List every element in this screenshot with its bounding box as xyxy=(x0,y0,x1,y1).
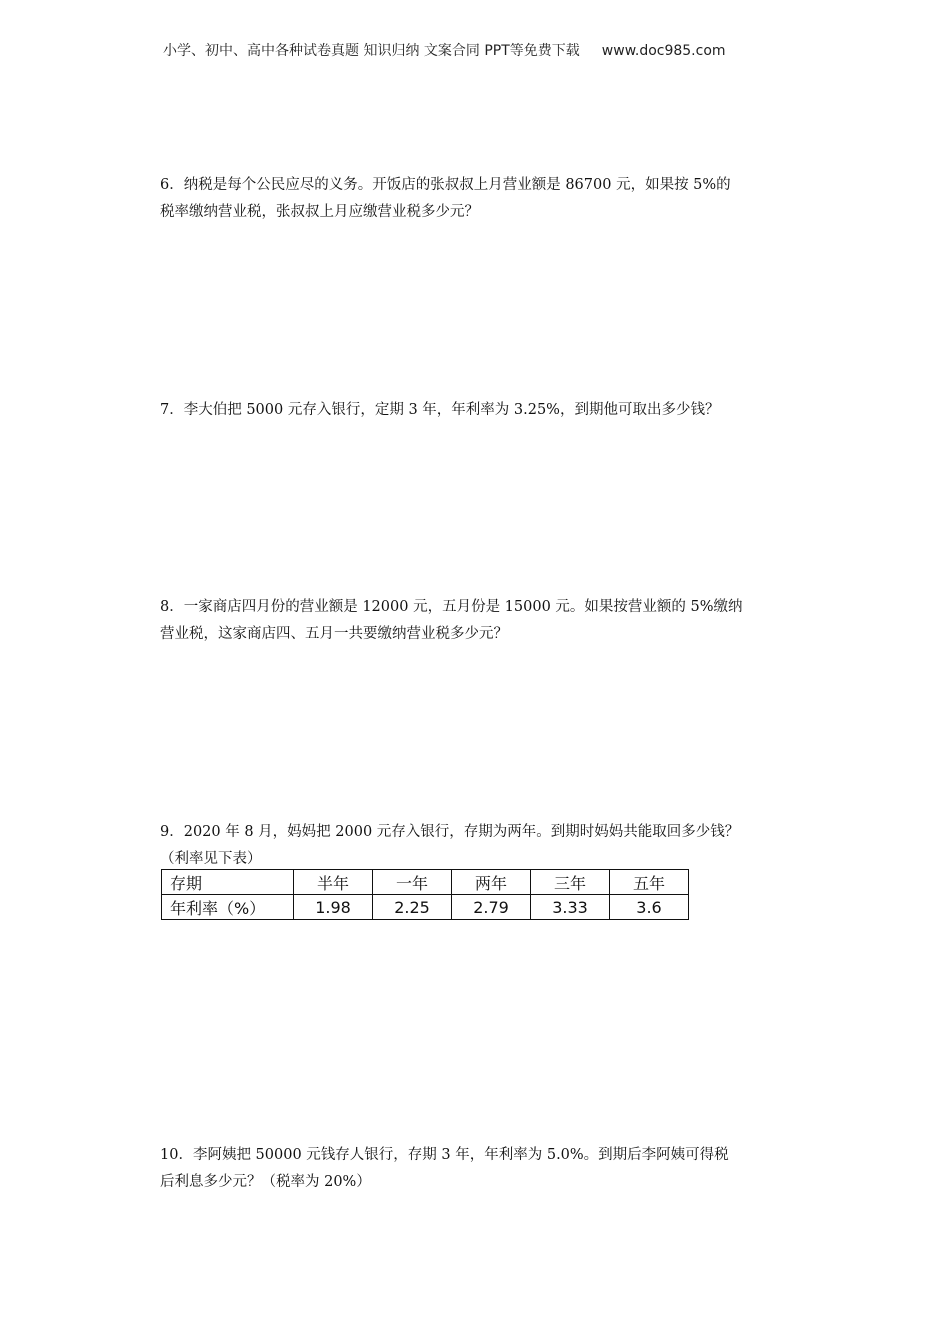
table-column-header: 两年 xyxy=(452,870,531,895)
question-10-line-2: 后利息多少元？（税率为 20%） xyxy=(160,1174,371,1190)
question-6 xyxy=(160,172,800,226)
question-10 xyxy=(160,1142,800,1196)
table-column-header: 半年 xyxy=(294,870,373,895)
question-7-line-1: 7．李大伯把 5000 元存入银行，定期 3 年，年利率为 3.25%，到期他可取出多少钱？ xyxy=(160,402,720,418)
question-8 xyxy=(160,594,800,648)
table-cell: 1.98 xyxy=(294,895,373,920)
header-url[interactable]: www.doc985.com xyxy=(601,43,726,59)
question-8-line-2: 营业税，这家商店四、五月一共要缴纳营业税多少元？ xyxy=(160,626,508,642)
table-header-label: 存期 xyxy=(162,870,294,895)
question-8-line-1: 8．一家商店四月份的营业额是 12000 元，五月份是 15000 元。如果按营业额的 5%缴纳 xyxy=(160,599,743,615)
table-column-header: 一年 xyxy=(373,870,452,895)
question-6-line-1: 6．纳税是每个公民应尽的义务。开饭店的张叔叔上月营业额是 86700 元，如果按 5%的 xyxy=(160,177,731,193)
table-cell: 2.25 xyxy=(373,895,452,920)
table-cell: 2.79 xyxy=(452,895,531,920)
question-6-line-2: 税率缴纳营业税，张叔叔上月应缴营业税多少元？ xyxy=(160,204,479,220)
table-cell: 3.6 xyxy=(610,895,689,920)
table-row-label: 年利率（%） xyxy=(162,895,294,920)
question-9 xyxy=(160,819,800,873)
table-column-header: 三年 xyxy=(531,870,610,895)
question-10-line-1: 10．李阿姨把 50000 元钱存人银行，存期 3 年，年利率为 5.0%。到期后李阿姨可得税 xyxy=(160,1147,729,1163)
table-column-header: 五年 xyxy=(610,870,689,895)
question-7 xyxy=(160,397,800,424)
interest-rate-table xyxy=(161,869,689,920)
question-9-line-1: 9．2020 年 8 月，妈妈把 2000 元存入银行，存期为两年。到期时妈妈共能取回多少钱？ xyxy=(160,824,740,840)
table-row xyxy=(162,895,689,920)
question-9-line-2: （利率见下表） xyxy=(160,851,262,867)
table-cell: 3.33 xyxy=(531,895,610,920)
header-text: 小学、初中、高中各种试卷真题 知识归纳 文案合同 PPT等免费下载 xyxy=(163,43,580,59)
page-header xyxy=(163,40,726,60)
table-header-row xyxy=(162,870,689,895)
